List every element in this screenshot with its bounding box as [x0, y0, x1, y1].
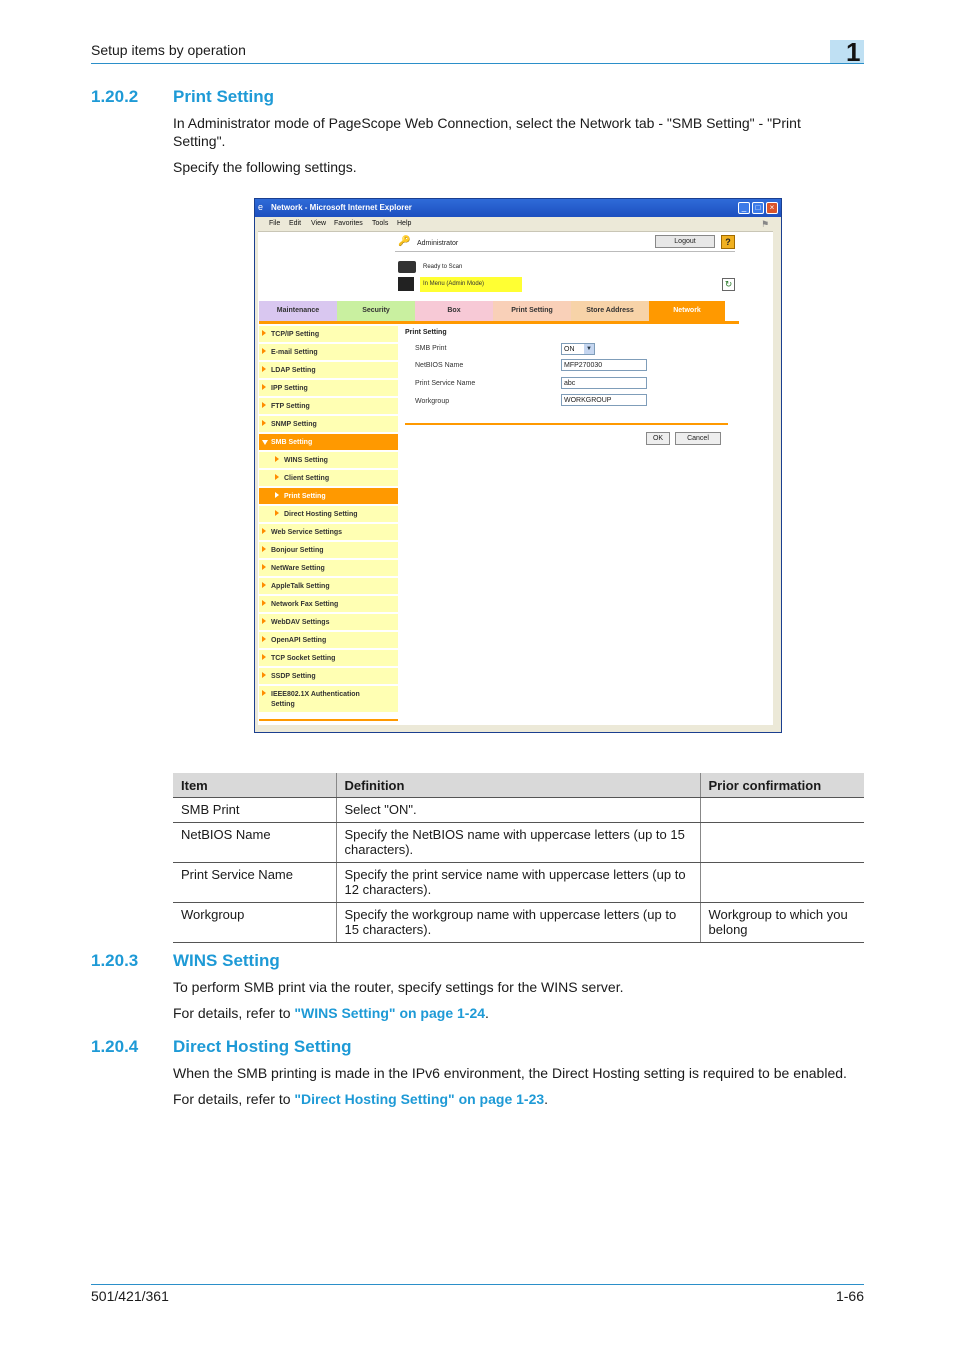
header-rule — [91, 63, 864, 64]
sidebar-item-direct-hosting[interactable]: Direct Hosting Setting — [259, 506, 398, 523]
sidebar-item-network-fax[interactable]: Network Fax Setting — [259, 596, 398, 613]
chevron-down-icon: ▼ — [584, 344, 594, 354]
form-rule — [405, 423, 728, 425]
footer-model: 501/421/361 — [91, 1288, 169, 1304]
sidebar-item-webdav[interactable]: WebDAV Settings — [259, 614, 398, 631]
menu-file[interactable]: File — [269, 220, 281, 227]
table-cell: SMB Print — [173, 798, 336, 823]
windows-logo-icon: ⚑ — [761, 219, 770, 229]
form-title: Print Setting — [405, 329, 447, 336]
sidebar-item-ieee8021x[interactable]: IEEE802.1X Authentication Setting — [259, 686, 398, 713]
table-cell: Select "ON". — [336, 798, 700, 823]
section-number: 1.20.4 — [91, 1037, 139, 1056]
sidebar-item-email[interactable]: E-mail Setting — [259, 344, 398, 361]
wins-setting-link[interactable]: "WINS Setting" on page 1-24 — [294, 1005, 486, 1021]
sidebar-item-wins[interactable]: WINS Setting — [259, 452, 398, 469]
table-cell: Specify the workgroup name with uppercase letters (up to 15 characters). — [336, 903, 700, 943]
window-frame-bottom — [255, 725, 781, 733]
menu-edit[interactable]: Edit — [289, 220, 302, 227]
table-header-row — [173, 773, 864, 798]
browser-screenshot — [254, 198, 782, 733]
minimize-icon[interactable]: _ — [738, 202, 750, 214]
arrow-icon — [262, 402, 266, 408]
arrow-icon — [262, 330, 266, 336]
menu-favorites[interactable]: Favorites — [334, 220, 363, 227]
footer-rule — [91, 1284, 864, 1285]
status-ready: Ready to Scan — [423, 264, 463, 270]
help-icon[interactable]: ? — [721, 235, 735, 249]
sidebar-item-snmp[interactable]: SNMP Setting — [259, 416, 398, 433]
header-item: Item — [173, 773, 336, 798]
sidebar-item-ipp[interactable]: IPP Setting — [259, 380, 398, 397]
machine-icon — [398, 277, 414, 291]
arrow-icon — [262, 420, 266, 426]
section-intro-2: Specify the following settings. — [173, 159, 357, 175]
close-icon[interactable]: × — [766, 202, 778, 214]
section-number: 1.20.3 — [91, 951, 139, 970]
arrow-icon — [262, 618, 266, 624]
header-prior-confirmation: Prior confirmation — [700, 773, 864, 798]
sidebar-item-bonjour[interactable]: Bonjour Setting — [259, 542, 398, 559]
table-cell — [700, 823, 864, 863]
sidebar-item-tcpip[interactable]: TCP/IP Setting — [259, 326, 398, 343]
arrow-icon — [262, 348, 266, 354]
sidebar-item-ftp[interactable]: FTP Setting — [259, 398, 398, 415]
sidebar-item-client[interactable]: Client Setting — [259, 470, 398, 487]
window-title: Network - Microsoft Internet Explorer — [271, 203, 412, 212]
table-cell: Print Service Name — [173, 863, 336, 903]
table-row — [173, 823, 864, 863]
window-frame-right — [773, 231, 781, 732]
admin-label: Administrator — [417, 240, 459, 247]
arrow-icon — [262, 546, 266, 552]
sidebar — [259, 324, 398, 721]
table-cell — [700, 863, 864, 903]
section-title: Direct Hosting Setting — [173, 1037, 352, 1056]
sidebar-item-print-setting[interactable]: Print Setting — [259, 488, 398, 505]
table-cell — [700, 798, 864, 823]
table-row — [173, 798, 864, 823]
smb-print-select[interactable]: ON ▼ — [561, 343, 595, 355]
tab-box[interactable]: Box — [415, 301, 493, 321]
sidebar-item-netware[interactable]: NetWare Setting — [259, 560, 398, 577]
sidebar-item-ldap[interactable]: LDAP Setting — [259, 362, 398, 379]
arrow-icon — [262, 582, 266, 588]
menu-help[interactable]: Help — [397, 220, 412, 227]
ok-button[interactable]: OK — [646, 432, 670, 445]
tab-network[interactable]: Network — [649, 301, 725, 321]
admin-key-icon: 🔑 — [398, 236, 411, 247]
page-number: 1-66 — [835, 1288, 864, 1304]
arrow-icon — [262, 564, 266, 570]
section-title: Print Setting — [173, 87, 275, 106]
table-cell: Specify the print service name with uppercase letters (up to 12 characters). — [336, 863, 700, 903]
print-service-name-input[interactable]: abc — [561, 377, 647, 389]
arrow-icon — [262, 654, 266, 660]
sidebar-item-tcp-socket[interactable]: TCP Socket Setting — [259, 650, 398, 667]
menu-tools[interactable]: Tools — [372, 220, 389, 227]
field-label-smb-print: SMB Print — [415, 345, 447, 352]
arrow-icon — [262, 600, 266, 606]
arrow-icon — [262, 690, 266, 696]
field-label-workgroup: Workgroup — [415, 398, 450, 405]
tab-security[interactable]: Security — [337, 301, 415, 321]
table-cell: NetBIOS Name — [173, 823, 336, 863]
header-definition: Definition — [336, 773, 700, 798]
cancel-button[interactable]: Cancel — [675, 432, 721, 445]
table-cell: Workgroup to which you belong — [700, 903, 864, 943]
netbios-name-input[interactable]: MFP270030 — [561, 359, 647, 371]
sidebar-item-appletalk[interactable]: AppleTalk Setting — [259, 578, 398, 595]
menu-view[interactable]: View — [311, 220, 327, 227]
arrow-icon — [262, 636, 266, 642]
tab-store-address[interactable]: Store Address — [571, 301, 649, 321]
arrow-icon — [262, 366, 266, 372]
printer-icon — [398, 261, 416, 273]
workgroup-input[interactable]: WORKGROUP — [561, 394, 647, 406]
section-text: To perform SMB print via the router, specify settings for the WINS server. — [173, 979, 624, 995]
arrow-icon — [275, 492, 279, 498]
sidebar-item-web-service[interactable]: Web Service Settings — [259, 524, 398, 541]
arrow-icon — [275, 456, 279, 462]
window-frame-left — [255, 231, 258, 732]
section-reference: For details, refer to "Direct Hosting Setting" on page 1-23. — [173, 1091, 549, 1107]
sidebar-item-openapi[interactable]: OpenAPI Setting — [259, 632, 398, 649]
ie-icon: e — [258, 202, 264, 212]
table-row — [173, 903, 864, 943]
section-number: 1.20.2 — [91, 87, 139, 106]
arrow-icon — [262, 528, 266, 534]
maximize-icon[interactable]: □ — [752, 202, 764, 214]
sidebar-end-rule — [259, 719, 398, 721]
arrow-icon — [275, 510, 279, 516]
arrow-icon — [262, 672, 266, 678]
settings-table — [173, 773, 864, 943]
section-reference: For details, refer to "WINS Setting" on page 1-24. — [173, 1005, 489, 1021]
status-menu: In Menu (Admin Mode) — [420, 277, 522, 292]
arrow-icon — [275, 474, 279, 480]
chapter-number: 1 — [846, 37, 861, 67]
direct-hosting-link[interactable]: "Direct Hosting Setting" on page 1-23 — [294, 1091, 545, 1107]
field-label-netbios: NetBIOS Name — [415, 362, 464, 369]
section-title: WINS Setting — [173, 951, 280, 970]
sidebar-item-smb[interactable]: SMB Setting — [259, 434, 398, 451]
arrow-down-icon — [262, 440, 268, 445]
arrow-icon — [262, 384, 266, 390]
section-intro: In Administrator mode of PageScope Web Connection, select the Network tab - "SMB Setting" - "Print Setting". — [173, 115, 801, 149]
table-cell: Specify the NetBIOS name with uppercase letters (up to 15 characters). — [336, 823, 700, 863]
logout-button[interactable]: Logout — [655, 235, 715, 248]
table-row — [173, 863, 864, 903]
tab-print-setting[interactable]: Print Setting — [493, 301, 571, 321]
running-header: Setup items by operation — [91, 42, 246, 58]
sidebar-item-ssdp[interactable]: SSDP Setting — [259, 668, 398, 685]
section-text: When the SMB printing is made in the IPv6 environment, the Direct Hosting setting is required to be enabled. — [173, 1065, 847, 1081]
refresh-icon[interactable]: ↻ — [722, 278, 735, 291]
field-label-print-service: Print Service Name — [415, 380, 476, 387]
table-cell: Workgroup — [173, 903, 336, 943]
tab-maintenance[interactable]: Maintenance — [259, 301, 337, 321]
